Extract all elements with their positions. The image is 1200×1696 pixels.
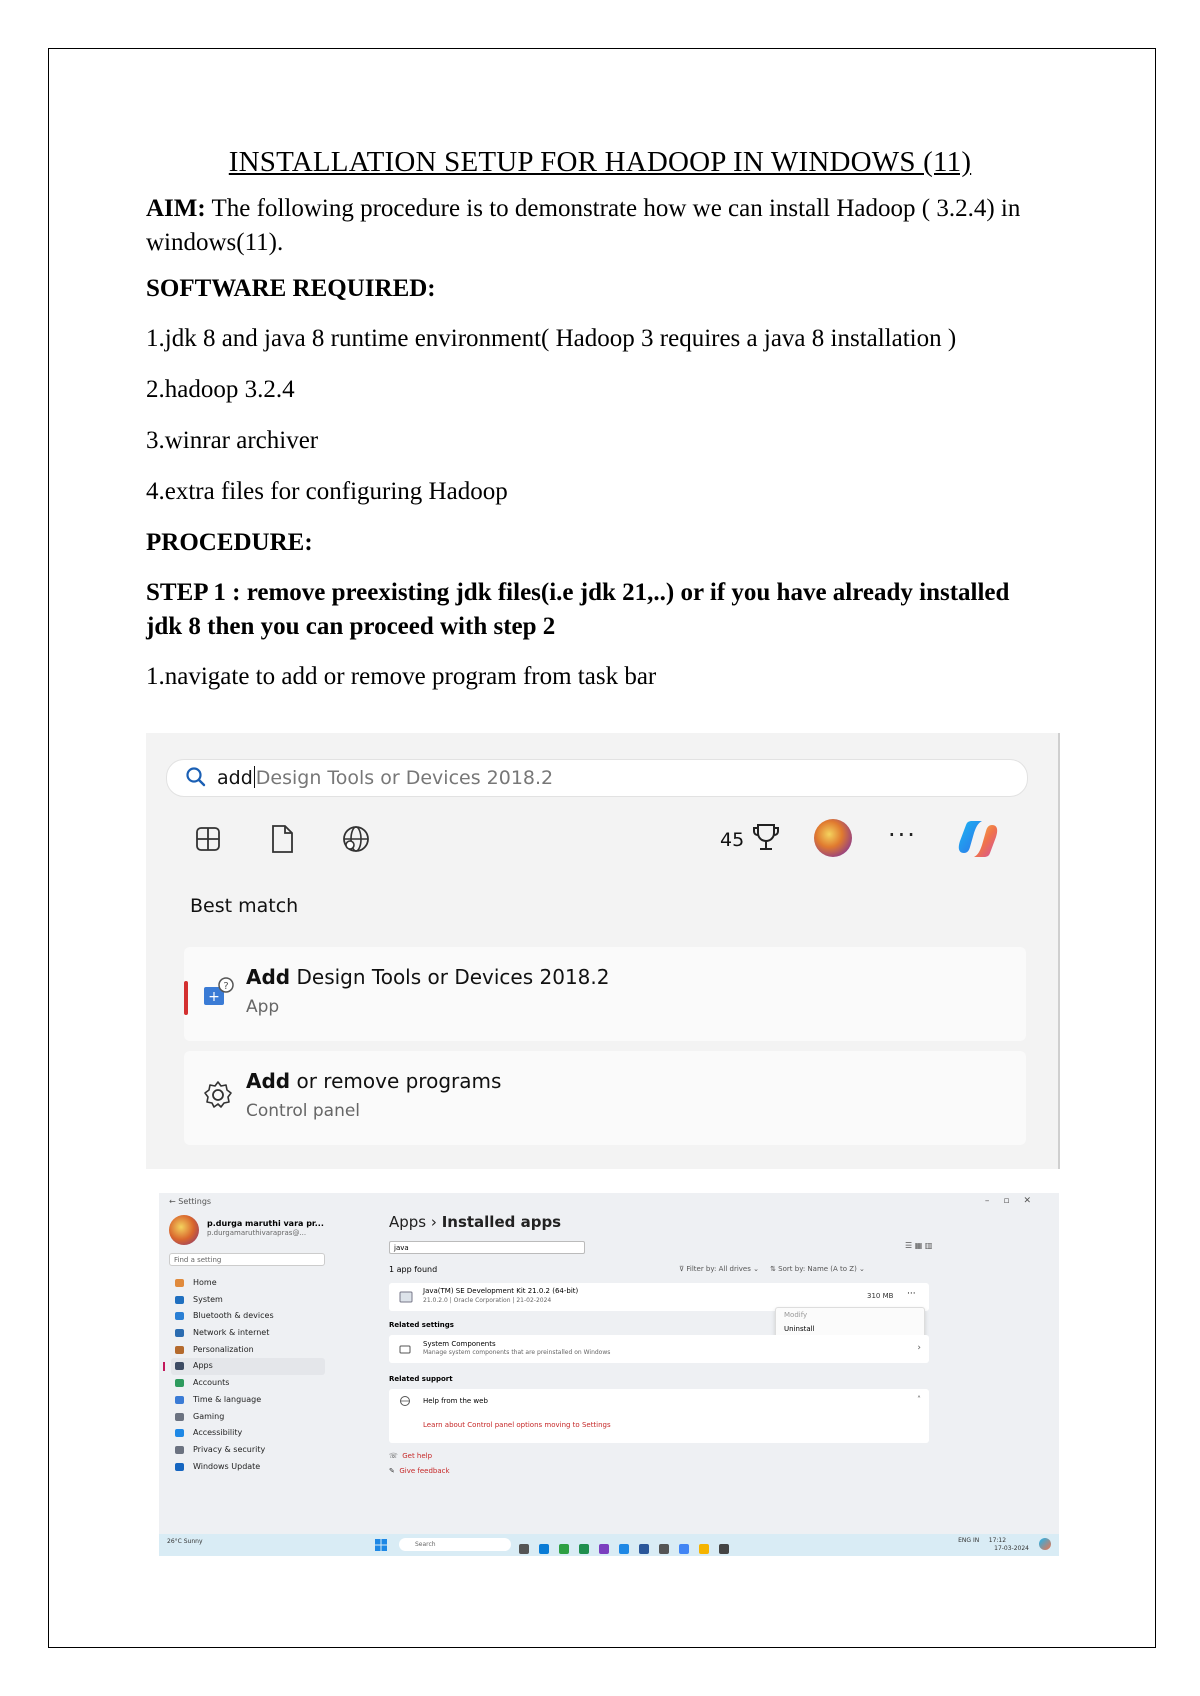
aim-label: AIM: xyxy=(146,195,206,222)
result-subtitle: App xyxy=(246,997,280,1017)
sidebar-item-label: System xyxy=(193,1294,223,1304)
best-match-label: Best match xyxy=(190,895,299,917)
sidebar-item-gaming[interactable] xyxy=(171,1409,325,1426)
nav-icon xyxy=(175,1429,184,1437)
onenote-icon[interactable] xyxy=(599,1544,609,1554)
apps-found-count: 1 app found xyxy=(389,1265,438,1274)
aim-text: The following procedure is to demonstrate how we can install Hadoop ( 3.2.4) in windows(11). xyxy=(146,195,1021,256)
nav-icon xyxy=(175,1379,184,1387)
sidebar-item-label: Accounts xyxy=(193,1378,230,1388)
nav-icon xyxy=(175,1396,184,1404)
nav-icon xyxy=(175,1413,184,1421)
nav-icon xyxy=(175,1329,184,1337)
app-details: 21.0.2.0 | Oracle Corporation | 21-02-2024 xyxy=(423,1297,552,1304)
nav-icon xyxy=(175,1312,184,1320)
weather-widget[interactable]: 26°C Sunny xyxy=(167,1538,203,1545)
svg-text:+: + xyxy=(208,989,220,1005)
trophy-icon[interactable] xyxy=(752,821,780,853)
get-help-link[interactable]: ☏ Get help xyxy=(389,1452,433,1460)
file-explorer-icon[interactable] xyxy=(699,1544,709,1554)
window-controls[interactable]: –▫✕ xyxy=(984,1196,1045,1206)
settings-icon[interactable] xyxy=(679,1544,689,1554)
document-icon[interactable] xyxy=(268,823,296,855)
sidebar-item-apps[interactable] xyxy=(171,1358,325,1375)
edge-icon[interactable] xyxy=(539,1544,549,1554)
view-toggle[interactable]: ☰ ▦ ▥ xyxy=(905,1241,933,1250)
more-options-icon[interactable]: ··· xyxy=(888,821,917,849)
software-item: 3.winrar archiver xyxy=(146,427,319,454)
sidebar-item-network-internet[interactable] xyxy=(171,1325,325,1342)
task-view-icon[interactable] xyxy=(519,1544,529,1554)
software-item: 1.jdk 8 and java 8 runtime environment( Hadoop 3 requires a java 8 installation ) xyxy=(146,325,957,352)
screenshot-edge xyxy=(1058,733,1060,1169)
sidebar-item-personalization[interactable] xyxy=(171,1342,325,1359)
avatar[interactable] xyxy=(814,819,852,857)
system-components-title: System Components xyxy=(423,1340,496,1348)
word-icon[interactable] xyxy=(639,1544,649,1554)
chevron-right-icon: › xyxy=(917,1343,921,1353)
copilot-icon[interactable] xyxy=(1039,1538,1051,1550)
user-name: p.durga maruthi vara pr... xyxy=(207,1219,324,1228)
sidebar-item-label: Privacy & security xyxy=(193,1444,266,1454)
vscode-icon[interactable] xyxy=(619,1544,629,1554)
windows-start-icon[interactable] xyxy=(375,1539,387,1551)
procedure-heading: PROCEDURE: xyxy=(146,529,313,556)
copilot-icon[interactable] xyxy=(954,815,1002,863)
control-panel-help-link[interactable]: Learn about Control panel options moving to Settings xyxy=(423,1421,611,1429)
chevron-up-icon[interactable]: ˄ xyxy=(917,1395,921,1404)
app-installer-icon xyxy=(202,975,236,1009)
software-item: 2.hadoop 3.2.4 xyxy=(146,376,295,403)
app-icon[interactable] xyxy=(719,1544,729,1554)
filter-sort-bar[interactable]: ⊽ Filter by: All drives ⌄ ⇅ Sort by: Name (A to Z) ⌄ xyxy=(679,1265,865,1273)
step1-heading: STEP 1 : remove preexisting jdk files(i.e jdk 21,..) or if you have already installed jdk 8 then you can proceed with step 2 xyxy=(146,579,1010,640)
sidebar-item-label: Apps xyxy=(193,1361,213,1371)
excel-icon[interactable] xyxy=(579,1544,589,1554)
find-setting-input[interactable]: Find a setting xyxy=(169,1253,325,1266)
user-email: p.durgamaruthivarapras@... xyxy=(207,1229,307,1237)
svg-text:?: ? xyxy=(223,981,229,992)
web-icon[interactable] xyxy=(340,823,372,855)
start-search-box[interactable] xyxy=(166,759,1028,797)
step1-instruction: 1.navigate to add or remove program from task bar xyxy=(146,663,657,690)
more-options-icon[interactable]: ··· xyxy=(907,1289,916,1299)
settings-screenshot xyxy=(159,1193,1059,1556)
nav-icon xyxy=(175,1346,184,1354)
app-search-input[interactable]: java xyxy=(389,1241,585,1254)
globe-icon xyxy=(399,1395,411,1407)
nav-icon xyxy=(175,1362,184,1370)
give-feedback-link[interactable]: ✎ Give feedback xyxy=(389,1467,450,1475)
system-components-desc: Manage system components that are preinstalled on Windows xyxy=(423,1349,611,1356)
taskbar-apps xyxy=(519,1539,739,1556)
taskbar-search[interactable]: Search xyxy=(399,1538,511,1551)
components-icon xyxy=(399,1343,411,1355)
system-components-link[interactable] xyxy=(389,1335,929,1363)
settings-nav xyxy=(171,1275,325,1475)
app-icon[interactable] xyxy=(659,1544,669,1554)
rewards-points: 45 xyxy=(720,829,745,851)
start-search-screenshot xyxy=(146,733,1060,1169)
related-support-heading: Related support xyxy=(389,1375,453,1383)
sidebar-item-bluetooth-devices[interactable] xyxy=(171,1308,325,1325)
result-title: Add Design Tools or Devices 2018.2 xyxy=(246,965,610,989)
search-text: add Design Tools or Devices 2018.2 xyxy=(217,767,554,789)
help-links xyxy=(389,1449,450,1479)
breadcrumb: Apps › Installed apps xyxy=(389,1213,562,1231)
aim-paragraph xyxy=(146,192,1046,260)
sidebar-item-system[interactable] xyxy=(171,1292,325,1309)
taskbar xyxy=(159,1534,1059,1556)
nav-icon xyxy=(175,1463,184,1471)
sidebar-item-accessibility[interactable] xyxy=(171,1425,325,1442)
gear-icon xyxy=(202,1079,234,1111)
help-from-web-panel[interactable] xyxy=(389,1389,929,1443)
apps-icon[interactable] xyxy=(194,825,222,853)
sidebar-item-label: Network & internet xyxy=(193,1328,270,1338)
result-subtitle: Control panel xyxy=(246,1101,361,1121)
window-title: ← Settings xyxy=(169,1197,212,1206)
related-settings-heading: Related settings xyxy=(389,1321,454,1329)
app-title: Java(TM) SE Development Kit 21.0.2 (64-bit) xyxy=(423,1287,579,1295)
sidebar-item-label: Windows Update xyxy=(193,1461,261,1471)
sidebar-item-label: Time & language xyxy=(193,1394,262,1404)
document-title: INSTALLATION SETUP FOR HADOOP IN WINDOWS (11) xyxy=(228,146,972,178)
help-from-web-title: Help from the web xyxy=(423,1397,488,1405)
selection-accent xyxy=(184,981,188,1015)
result-title: Add or remove programs xyxy=(246,1069,502,1093)
uninstall-menu-item[interactable]: Uninstall xyxy=(784,1325,815,1333)
modify-menu-item[interactable]: Modify xyxy=(784,1311,808,1319)
nav-icon xyxy=(175,1296,184,1304)
sidebar-item-time-language[interactable] xyxy=(171,1392,325,1409)
sidebar-item-label: Personalization xyxy=(193,1344,254,1354)
search-result-add-remove-programs[interactable] xyxy=(184,1051,1026,1145)
chrome-icon[interactable] xyxy=(559,1544,569,1554)
system-tray[interactable]: ENG IN 17:12 17-03-2024 xyxy=(958,1537,1029,1552)
avatar xyxy=(169,1215,199,1245)
nav-icon xyxy=(175,1446,184,1454)
sidebar-item-label: Home xyxy=(193,1278,217,1287)
search-result-design-tools[interactable] xyxy=(184,947,1026,1041)
nav-icon xyxy=(175,1279,184,1287)
sidebar-item-label: Gaming xyxy=(193,1411,225,1421)
app-icon xyxy=(399,1290,413,1304)
sidebar-item-label: Accessibility xyxy=(193,1428,243,1438)
sidebar-item-privacy-security[interactable] xyxy=(171,1442,325,1459)
sidebar-item-accounts[interactable] xyxy=(171,1375,325,1392)
sidebar-item-windows-update[interactable] xyxy=(171,1459,325,1476)
search-icon xyxy=(185,766,207,788)
app-size: 310 MB xyxy=(867,1292,894,1300)
software-item: 4.extra files for configuring Hadoop xyxy=(146,478,508,505)
software-heading: SOFTWARE REQUIRED: xyxy=(146,275,436,302)
sidebar-item-home[interactable] xyxy=(171,1275,325,1292)
sidebar-item-label: Bluetooth & devices xyxy=(193,1311,274,1321)
